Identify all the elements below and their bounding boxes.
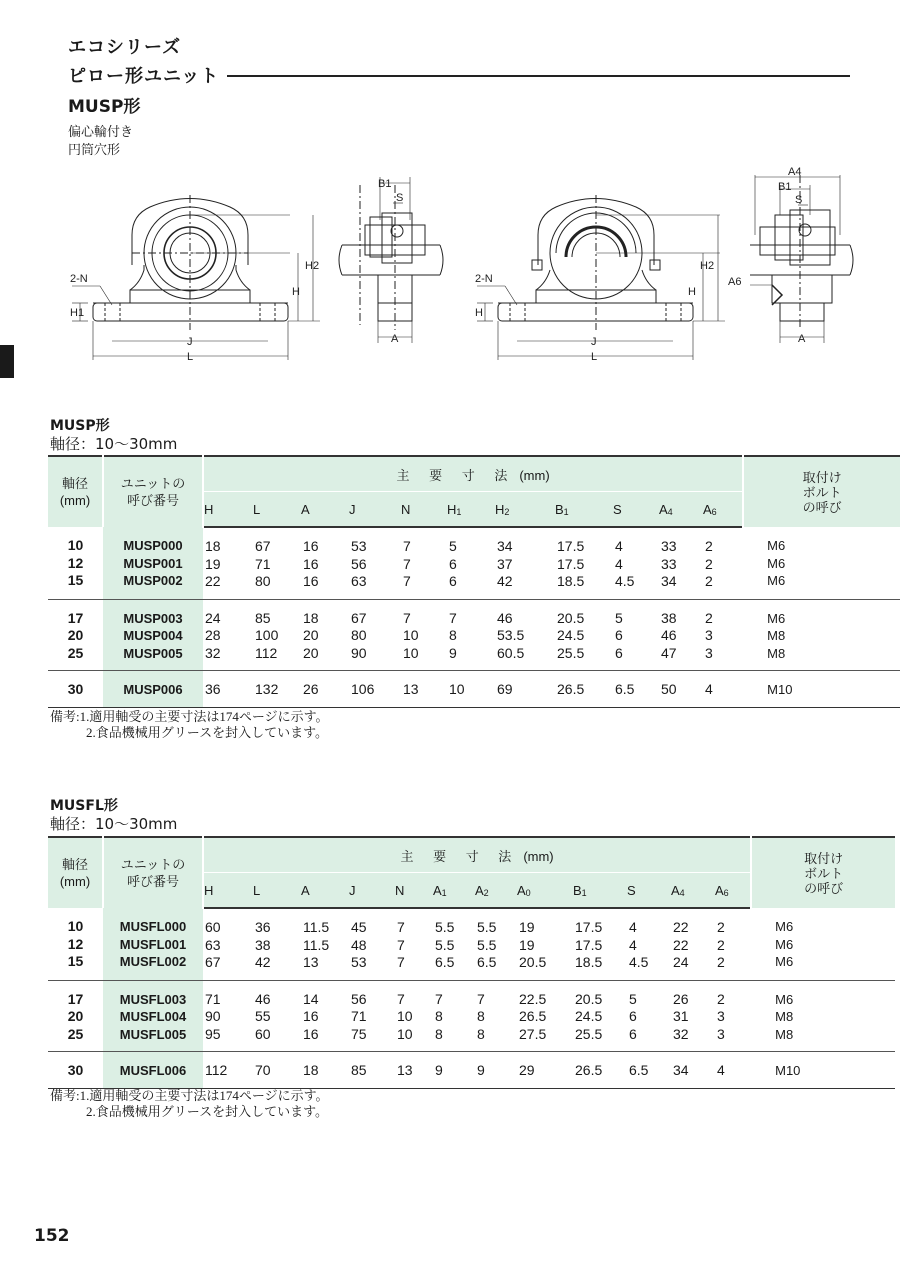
musfl-cell-h: 71 90 95: [203, 980, 253, 1052]
musfl-cell-shaft: 30: [67, 1062, 84, 1078]
musp-cell-bolt: M6 M8 M8: [743, 599, 900, 671]
label-s-1: S: [396, 192, 404, 204]
musp-cell-j: 67 80 90: [349, 599, 401, 671]
musp-cell-a6: 4: [705, 681, 713, 697]
label-h1-1: H1: [70, 307, 85, 319]
musp-col-header: S: [613, 492, 659, 528]
musfl-cell-j: 56 71 75: [349, 980, 395, 1052]
musp-section-title: MUSP形: [50, 418, 110, 434]
musp-cell-a6: 2 3 3: [703, 599, 743, 671]
musp-notes: [50, 709, 329, 741]
musfl-cell-a: 18: [303, 1062, 319, 1078]
musfl-col-header: $B_1$: [573, 873, 627, 909]
label-s-2: S: [795, 194, 803, 206]
table-row: [48, 671, 900, 708]
label-a4: A4: [788, 166, 802, 178]
musp-cell-shaft: 10 12 15: [48, 527, 103, 599]
musfl-cell-s: 6.5: [629, 1062, 649, 1078]
musfl-cell-a0: 22.5 26.5 27.5: [517, 980, 573, 1052]
musp-col-header: $B_1$: [555, 492, 613, 528]
musp-cell-j: 106: [351, 681, 375, 697]
musp-cell-h: 18 19 22: [203, 527, 253, 599]
musfl-cell-a4: 22 22 24: [671, 908, 715, 980]
musp-col-header: $A_6$: [703, 492, 743, 528]
label-h-2: H: [688, 286, 696, 298]
musfl-cell-b1: 17.5 17.5 18.5: [573, 908, 627, 980]
musp-cell-h2: 34 37 42: [495, 527, 555, 599]
musp-cell-a4: 50: [661, 681, 677, 697]
musp-cell-n: 13: [403, 681, 419, 697]
musp-col-header: J: [349, 492, 401, 528]
table-row: [48, 599, 900, 671]
musp-cell-a4: 38 46 47: [659, 599, 703, 671]
musp-note-2: 2.食品機械用グリースを封入しています。: [86, 725, 329, 740]
musfl-cell-a1: 7 8 8: [433, 980, 475, 1052]
musp-cell-a4: 33 33 34: [659, 527, 703, 599]
musp-cell-a: 26: [303, 681, 319, 697]
table-row: [48, 527, 900, 599]
table-row: [48, 980, 895, 1052]
page-number: 152: [34, 1226, 70, 1246]
musp-cell-s: 6.5: [615, 681, 635, 697]
feature-eccentric: 偏心輪付き: [68, 125, 134, 140]
musfl-cell-n: 13: [397, 1062, 413, 1078]
musfl-cell-bolt: M6 M6 M6: [751, 908, 895, 980]
musp-cell-shaft: 30: [67, 681, 84, 697]
label-a6: A6: [728, 276, 742, 288]
musp-cell-j: 53 56 63: [349, 527, 401, 599]
musp-cell-h2: 46 53.5 60.5: [495, 599, 555, 671]
musfl-cell-a6: 2 3 3: [715, 980, 751, 1052]
musp-cell-h2: 69: [497, 681, 513, 697]
musfl-cell-a2: 9: [477, 1062, 485, 1078]
musfl-cell-shaft: 17 20 25: [48, 980, 103, 1052]
label-a-2: A: [798, 333, 806, 345]
musp-col-header: H: [203, 492, 253, 528]
label-j-2: J: [591, 336, 597, 348]
label-2n-1: 2-N: [70, 273, 88, 285]
label-j-1: J: [187, 336, 193, 348]
musfl-cell-shaft: 10 12 15: [48, 908, 103, 980]
table-row: [48, 908, 895, 980]
musp-head-shaft: 軸径 (mm): [48, 456, 103, 527]
series-title: エコシリーズ: [68, 37, 182, 58]
musp-cell-l: 85 100 112: [253, 599, 301, 671]
drawing-front-view-1: [72, 195, 320, 360]
label-h2-1: H2: [305, 260, 320, 272]
musfl-col-header: N: [395, 873, 433, 909]
musfl-note-1: 備考:1.適用軸受の主要寸法は174ページに示す。: [50, 1088, 329, 1103]
musfl-col-header: L: [253, 873, 301, 909]
musp-note-1: 備考:1.適用軸受の主要寸法は174ページに示す。: [50, 709, 329, 724]
unit-type-title: ピロー形ユニット: [68, 62, 227, 88]
musfl-cell-a0: 29: [519, 1062, 535, 1078]
musp-dimension-table: [48, 455, 900, 708]
musp-cell-shaft: 17 20 25: [48, 599, 103, 671]
musp-cell-b1: 20.5 24.5 25.5: [555, 599, 613, 671]
drawing-front-view-2: [477, 195, 725, 360]
musfl-cell-h: 60 63 67: [203, 908, 253, 980]
musfl-cell-l: 36 38 42: [253, 908, 301, 980]
musp-cell-bolt: M6 M6 M6: [743, 527, 900, 599]
unit-type-row: [68, 62, 850, 88]
musfl-cell-bolt: M6 M8 M8: [751, 980, 895, 1052]
musfl-cell-a0: 19 19 20.5: [517, 908, 573, 980]
musfl-cell-a4: 34: [673, 1062, 689, 1078]
musfl-col-header: $A_2$: [475, 873, 517, 909]
side-index-tab: [0, 345, 14, 378]
musp-cell-a: 18 20 20: [301, 599, 349, 671]
musfl-dimension-table: [48, 836, 895, 1089]
musfl-cell-a1: 9: [435, 1062, 443, 1078]
musfl-head-bolt: 取付け ボルト の呼び: [751, 837, 895, 908]
musfl-col-header: H: [203, 873, 253, 909]
musp-cell-a6: 2 2 2: [703, 527, 743, 599]
musfl-cell-s: 4 4 4.5: [627, 908, 671, 980]
musp-cell-l: 132: [255, 681, 279, 697]
musp-cell-h: 24 28 32: [203, 599, 253, 671]
musfl-cell-unit: MUSFL006: [103, 1052, 203, 1089]
musp-cell-n: 7 7 7: [401, 527, 447, 599]
musfl-cell-unit: MUSFL003 MUSFL004 MUSFL005: [103, 980, 203, 1052]
musfl-col-header: $A_1$: [433, 873, 475, 909]
musp-head-main-dims: 主 要 寸 法 (mm): [203, 456, 743, 492]
musp-col-header: $H_2$: [495, 492, 555, 528]
musp-col-header: L: [253, 492, 301, 528]
musp-cell-l: 67 71 80: [253, 527, 301, 599]
musfl-cell-l: 46 55 60: [253, 980, 301, 1052]
musp-col-header: $A_4$: [659, 492, 703, 528]
musp-section-subtitle: 軸径：10～30mm: [50, 435, 178, 453]
musfl-section-title: MUSFL形: [50, 798, 118, 814]
musfl-cell-l: 70: [255, 1062, 271, 1078]
musfl-head-main-dims: 主 要 寸 法 (mm): [203, 837, 751, 873]
musfl-cell-a4: 26 31 32: [671, 980, 715, 1052]
musfl-col-header: $A_6$: [715, 873, 751, 909]
musp-cell-n: 7 10 10: [401, 599, 447, 671]
musfl-cell-j: 85: [351, 1062, 367, 1078]
label-l-2: L: [591, 351, 598, 363]
musfl-cell-j: 45 48 53: [349, 908, 395, 980]
musfl-col-header: $A_4$: [671, 873, 715, 909]
musp-col-header: A: [301, 492, 349, 528]
musfl-cell-bolt: M10: [775, 1063, 801, 1078]
feature-cylindrical-bore: 円筒穴形: [68, 143, 121, 158]
musfl-notes: [50, 1088, 329, 1120]
musfl-col-header: S: [627, 873, 671, 909]
musp-cell-b1: 17.5 17.5 18.5: [555, 527, 613, 599]
table-row: [48, 1052, 895, 1089]
label-h-1: H: [292, 286, 300, 298]
musp-col-header: N: [401, 492, 447, 528]
musfl-cell-h: 112: [205, 1062, 228, 1078]
musfl-cell-s: 5 6 6: [627, 980, 671, 1052]
musp-cell-unit: MUSP006: [103, 671, 203, 708]
musfl-cell-b1: 20.5 24.5 25.5: [573, 980, 627, 1052]
musp-cell-unit: MUSP000 MUSP001 MUSP002: [103, 527, 203, 599]
musp-cell-h1: 5 6 6: [447, 527, 495, 599]
musp-cell-b1: 26.5: [557, 681, 585, 697]
musp-cell-s: 4 4 4.5: [613, 527, 659, 599]
musfl-cell-n: 7 7 7: [395, 908, 433, 980]
label-2n-2: 2-N: [475, 273, 493, 285]
musfl-note-2: 2.食品機械用グリースを封入しています。: [86, 1104, 329, 1119]
musp-cell-a: 16 16 16: [301, 527, 349, 599]
label-b1-1: B1: [378, 178, 392, 190]
musfl-cell-a: 11.5 11.5 13: [301, 908, 349, 980]
musp-col-header: $H_1$: [447, 492, 495, 528]
musfl-cell-a2: 7 8 8: [475, 980, 517, 1052]
musfl-head-unit: ユニットの 呼び番号: [103, 837, 203, 908]
technical-drawings: [60, 165, 880, 380]
musfl-col-header: J: [349, 873, 395, 909]
musfl-cell-a6: 2 2 2: [715, 908, 751, 980]
label-b1-2: B1: [778, 181, 792, 193]
drawing-side-view-1: [339, 177, 443, 343]
musfl-body: [48, 908, 895, 1088]
musfl-head-shaft: 軸径 (mm): [48, 837, 103, 908]
label-l-1: L: [187, 351, 194, 363]
musfl-col-header: $A_0$: [517, 873, 573, 909]
musfl-section-subtitle: 軸径：10～30mm: [50, 815, 178, 833]
musp-cell-s: 5 6 6: [613, 599, 659, 671]
musfl-cell-unit: MUSFL000 MUSFL001 MUSFL002: [103, 908, 203, 980]
label-h-3: H: [475, 307, 483, 319]
musfl-cell-a1: 5.5 5.5 6.5: [433, 908, 475, 980]
musfl-cell-n: 7 10 10: [395, 980, 433, 1052]
musp-cell-unit: MUSP003 MUSP004 MUSP005: [103, 599, 203, 671]
label-a-1: A: [391, 333, 399, 345]
musp-head-bolt: 取付け ボルト の呼び: [743, 456, 900, 527]
musfl-cell-a: 14 16 16: [301, 980, 349, 1052]
label-h2-2: H2: [700, 260, 715, 272]
musp-cell-h1: 10: [449, 681, 465, 697]
musfl-cell-a2: 5.5 5.5 6.5: [475, 908, 517, 980]
musp-head-unit: ユニットの 呼び番号: [103, 456, 203, 527]
model-title: MUSP形: [68, 97, 141, 117]
musfl-col-header: A: [301, 873, 349, 909]
musp-cell-bolt: M10: [767, 682, 793, 697]
musfl-cell-a6: 4: [717, 1062, 725, 1078]
musp-cell-h: 36: [205, 681, 221, 697]
musfl-cell-b1: 26.5: [575, 1062, 603, 1078]
musp-body: [48, 527, 900, 707]
musp-cell-h1: 7 8 9: [447, 599, 495, 671]
